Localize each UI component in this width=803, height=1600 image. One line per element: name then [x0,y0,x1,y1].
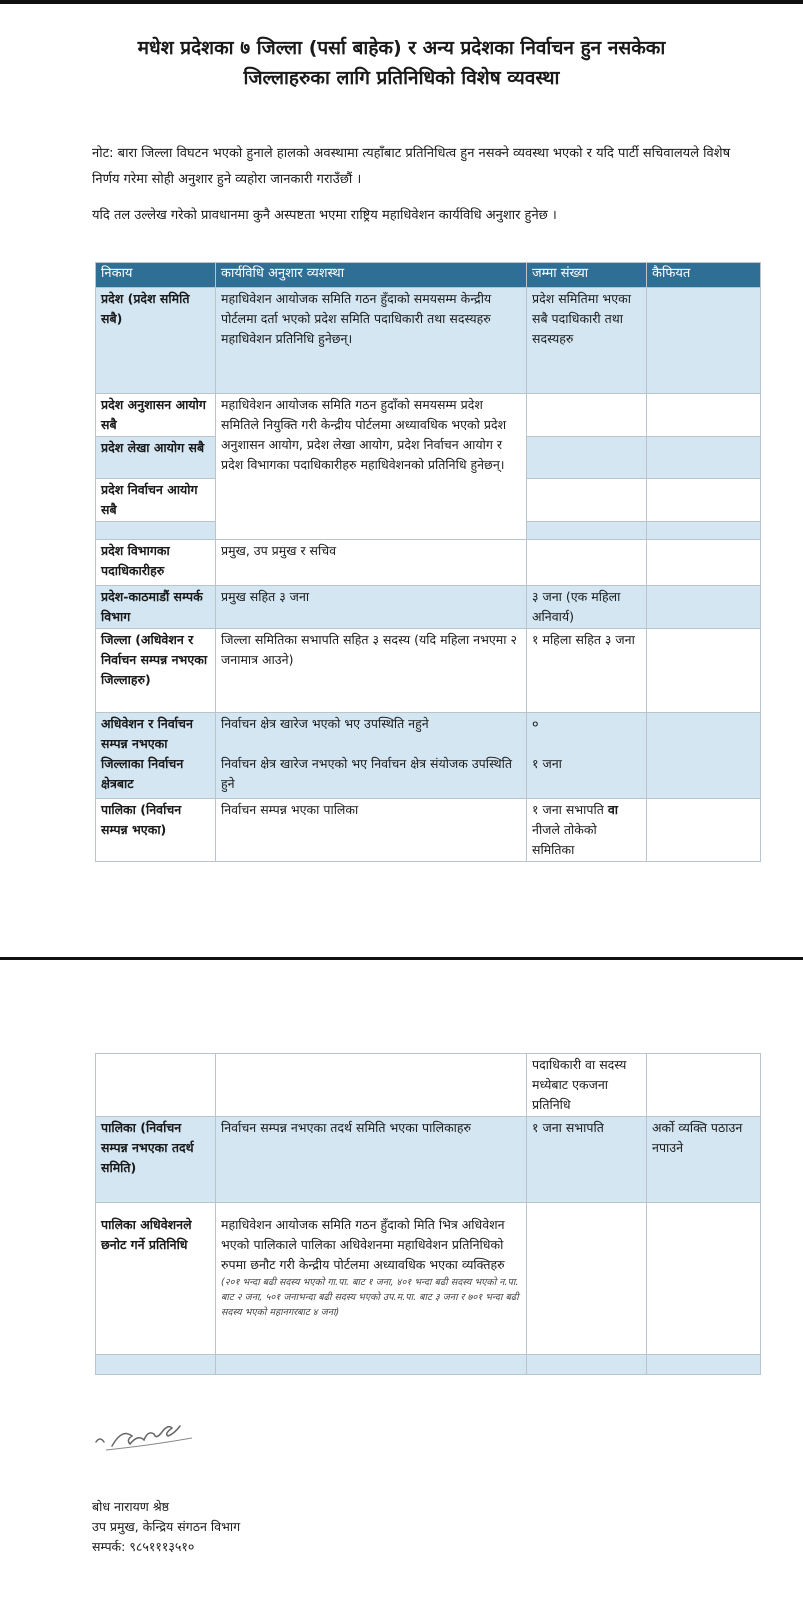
row-body: प्रदेश-काठमाडौं सम्पर्क विभाग [96,586,216,629]
page-divider [0,957,803,960]
table-row [96,288,761,394]
row-count: पदाधिकारी वा सदस्य मध्येबाट एकजना प्रतिनिधि [527,1054,647,1117]
row-provision: महाधिवेशन आयोजक समिति गठन हुँदाको समयसम्म केन्द्रीय पोर्टलमा दर्ता भएको प्रदेश समिति पदाधिकारी तथा सदस्यहरु महाधिवेशन प्रतिनिधि हुनेछन्। [216,288,527,394]
table-row [96,1203,761,1355]
row-body: पालिका (निर्वाचन सम्पन्न भएका) [96,799,216,862]
row-count: ३ जना (एक महिला अनिवार्य) [527,586,647,629]
row-count: १ जना सभापति [527,1117,647,1203]
header-remark: कैफियत [647,263,761,288]
provision-not-dissolved: निर्वाचन क्षेत्र खारेज नभएको भए निर्वाचन क्षेत्र संयोजक उपस्थिति हुने [221,756,512,791]
table-header-row [96,263,761,288]
row-body: प्रदेश विभागका पदाधिकारीहरु [96,540,216,586]
row-remark [647,288,761,394]
table-row [96,713,761,799]
row-provision: जिल्ला समितिका सभापति सहित ३ सदस्य (यदि महिला नभएमा २ जनामात्र आउने) [216,629,527,713]
row-body: पालिका अधिवेशनले छनोट गर्ने प्रतिनिधि [96,1203,216,1355]
row-count: प्रदेश समितिमा भएका सबै पदाधिकारी तथा सदस्यहरु [527,288,647,394]
row-count [527,713,647,799]
table-row [96,799,761,862]
header-count: जम्मा संख्या [527,263,647,288]
signatory-role: उप प्रमुख, केन्द्रिय संगठन विभाग [92,1519,241,1534]
title-line-1: मधेश प्रदेशका ७ जिल्ला (पर्सा बाहेक) र अन्य प्रदेशका निर्वाचन हुन नसकेका [137,37,666,59]
row-body: प्रदेश निर्वाचन आयोग सबै [96,479,216,522]
row-body: प्रदेश लेखा आयोग सबै [96,437,216,479]
row-count: १ जना सभापति वा नीजले तोकेको समितिका [527,799,647,862]
title-line-2: जिल्लाहरुका लागि प्रतिनिधिको विशेष व्यवस्था [243,67,560,89]
row-count: १ महिला सहित ३ जना [527,629,647,713]
provision-dissolved: निर्वाचन क्षेत्र खारेज भएको भए उपस्थिति नहुने [221,716,429,731]
row-body: अधिवेशन र निर्वाचन सम्पन्न नभएका जिल्लाका निर्वाचन क्षेत्रबाट [96,713,216,799]
page-title [60,33,743,93]
count-dissolved: ० [532,716,539,731]
count-not-dissolved: १ जना [532,756,562,771]
row-provision: प्रमुख सहित ३ जना [216,586,527,629]
header-body: निकाय [96,263,216,288]
note-paragraph: नोट: बारा जिल्ला विघटन भएको हुनाले हालको अवस्थामा त्यहाँबाट प्रतिनिधित्व हुन नसक्ने व्यवस्था भएको र यदि पार्टी सचिवालयले विशेष निर्णय गरेमा सोही अनुशार हुने व्यहोरा जानकारी गराउँछौं । [92,146,731,187]
header-provision: कार्यविधि अनुशार व्यशस्था [216,263,527,288]
representation-table [95,262,761,862]
row-provision: महाधिवेशन आयोजक समिति गठन हुदाँको समयसम्म प्रदेश समितिले नियुक्ति गरी केन्द्रीय पोर्टलमा अध्यावधिक भएको प्रदेश अनुशासन आयोग, प्रदेश लेखा आयोग, प्रदेश निर्वाचन आयोग र प्रदेश विभागका पदाधिकारीहरु महाधिवेशनको प्रतिनिधि हुनेछन्। [216,394,527,540]
table-row [96,394,761,437]
signatory-block [92,1497,240,1557]
top-bar [0,0,803,4]
representation-table-continued [95,1053,761,1375]
row-body: प्रदेश अनुशासन आयोग सबै [96,394,216,437]
signature-icon [92,1418,202,1460]
table-row [96,629,761,713]
row-remark: अर्को व्यक्ति पठाउन नपाउने [647,1117,761,1203]
provision-detail: (२०१ भन्दा बढी सदस्य भएको गा.पा. बाट १ जना, ४०१ भन्दा बढी सदस्य भएको न.पा. बाट २ जना, ५०१ जनाभन्दा बढी सदस्य भएको उप.म.पा. बाट ३ जना र ७०१ भन्दा बढी सदस्य भएको महानगरबाट ४ जना) [221,1277,519,1318]
table-row [96,586,761,629]
row-body: प्रदेश (प्रदेश समिति सबै) [96,288,216,394]
table-row [96,1054,761,1117]
table-row [96,1117,761,1203]
row-count [527,540,647,586]
row-body: जिल्ला (अधिवेशन र निर्वाचन सम्पन्न नभएका जिल्लाहरु) [96,629,216,713]
row-provision [216,713,527,799]
row-provision: प्रमुख, उप प्रमुख र सचिव [216,540,527,586]
clarification-paragraph: यदि तल उल्लेख गरेको प्रावधानमा कुनै अस्पष्टता भएमा राष्ट्रिय महाधिवेशन कार्यविधि अनुशार हुनेछ । [92,208,557,223]
table-row [96,540,761,586]
table-row [96,1355,761,1375]
row-body: पालिका (निर्वाचन सम्पन्न नभएका तदर्थ समिति) [96,1117,216,1203]
row-provision: निर्वाचन सम्पन्न नभएका तदर्थ समिति भएका पालिकाहरु [216,1117,527,1203]
signatory-contact: सम्पर्क: ९८५१११३५१० [92,1539,195,1554]
row-provision: निर्वाचन सम्पन्न भएका पालिका [216,799,527,862]
row-provision: महाधिवेशन आयोजक समिति गठन हुँदाको मिति भित्र अधिवेशन भएको पालिकाले पालिका अधिवेशनमा महाधिवेशन प्रतिनिधिको रुपमा छनौट गरी केन्द्रीय पोर्टलमा अध्यावधिक भएका व्यक्तिहरु (२०१ भन्दा बढी सदस्य भएको गा.पा. बाट १ जना, ४०१ भन्दा बढी सदस्य भएको न.पा. बाट २ जना, ५०१ जनाभन्दा बढी सदस्य भएको उप.म.पा. बाट ३ जना र ७०१ भन्दा बढी सदस्य भएको महानगरबाट ४ जना) [216,1203,527,1355]
signatory-name: बोध नारायण श्रेष्ठ [92,1499,170,1514]
